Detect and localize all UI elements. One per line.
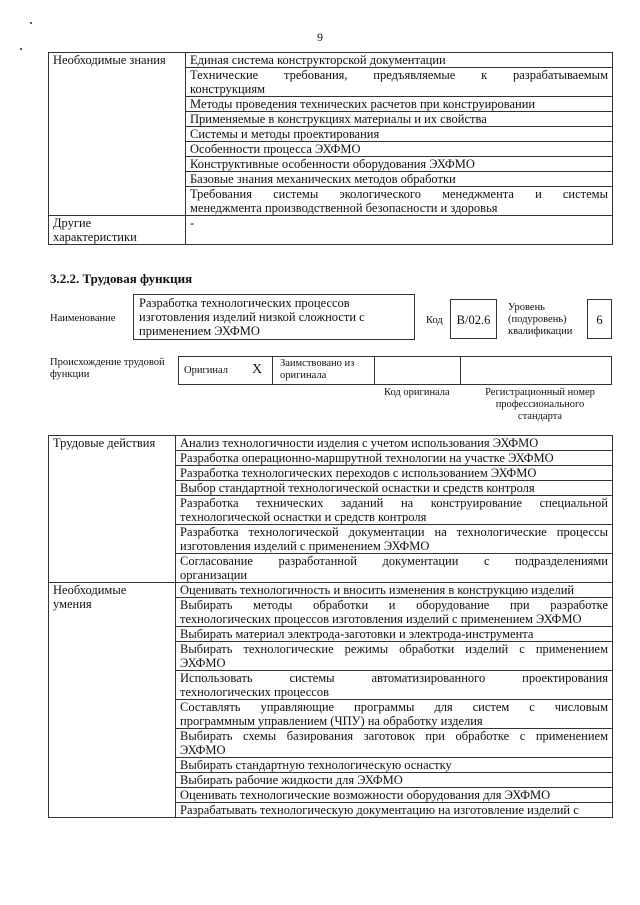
item-cell: [186, 142, 613, 157]
level-label-line: (подуровень): [508, 314, 567, 325]
item-cell: [186, 68, 613, 97]
item-line: Методы проведения технических расчетов при конструировании: [190, 97, 536, 111]
item-line: организации: [180, 568, 248, 582]
item-line: Выбирать материал электрода-заготовки и электрода-инструмента: [180, 627, 534, 641]
function-name-line: изготовления изделий низкой сложности с: [139, 310, 365, 324]
code-value: B/02.6: [456, 313, 491, 327]
function-name-line: применением ЭХФМО: [139, 324, 260, 338]
name-label: Наименование: [50, 313, 116, 324]
item-cell: [176, 803, 613, 818]
item-line: Применяемые в конструкциях материалы и их свойства: [190, 112, 487, 126]
item-line: Оценивать технологические возможности оборудования для ЭХФМО: [180, 788, 551, 802]
actions-table: [48, 435, 613, 818]
level-label: [508, 302, 572, 338]
item-cell: [176, 758, 613, 773]
item-cell: [176, 481, 613, 496]
row-header-cell: [49, 436, 176, 583]
row-header-cell: [49, 583, 176, 818]
origin-label: [50, 357, 165, 381]
item-line: Особенности процесса ЭХФМО: [190, 142, 361, 156]
scan-dot: [20, 48, 22, 50]
item-line: Анализ технологичности изделия с учетом использования ЭХФМО: [180, 436, 539, 450]
item-line: Разработка технологической документации на технологические процессы: [180, 525, 608, 539]
row-header-line: Необходимые знания: [53, 53, 166, 67]
origin-box: [178, 356, 612, 385]
item-line: технологических процессов изготовления изделий с применением ЭХФМО: [180, 612, 582, 626]
item-cell: [176, 788, 613, 803]
row-header-line: умения: [53, 597, 92, 611]
page-number: 9: [317, 30, 323, 44]
item-line: менеджмента производственной безопасности и здоровья: [190, 201, 498, 215]
item-cell: [186, 172, 613, 187]
item-line: Выбирать методы обработки и оборудование при разработке: [180, 598, 608, 612]
item-cell: [176, 642, 613, 671]
code-value-box: [450, 299, 497, 339]
item-cell: [176, 729, 613, 758]
item-line: ЭХФМО: [180, 743, 226, 757]
borrowed-label-line: Заимствовано из: [280, 358, 355, 369]
borrowed-label: [280, 358, 354, 382]
level-label-line: квалификации: [508, 326, 573, 337]
knowledge-table: [48, 52, 613, 245]
borrowed-label-line: оригинала: [280, 370, 327, 381]
item-line: Технические требования, предъявляемые к разрабатываемым: [190, 68, 608, 82]
original-mark: X: [252, 362, 263, 377]
origin-label-line: Происхождение трудовой: [50, 357, 165, 368]
item-line: Согласование разработанной документации с подразделениями: [180, 554, 608, 568]
item-cell: [186, 157, 613, 172]
item-line: Единая система конструкторской документации: [190, 53, 446, 67]
row-header-line: Другие: [53, 216, 92, 230]
code-label: Код: [426, 315, 443, 326]
item-line: Выбор стандартной технологической оснастки и средств контроля: [180, 481, 535, 495]
original-label: Оригинал: [184, 365, 228, 376]
origin-divider: [272, 356, 273, 385]
item-line: технологических процессов: [180, 685, 329, 699]
item-cell: [176, 466, 613, 481]
action-row: [49, 436, 613, 451]
item-line: Разрабатывать технологическую документацию на изготовление изделий с: [180, 803, 579, 817]
item-line: Выбирать рабочие жидкости для ЭХФМО: [180, 773, 403, 787]
item-line: Выбирать схемы базирования заготовок при обработке с применением: [180, 729, 608, 743]
item-line: Требования системы экологического менеджмента и системы: [190, 187, 608, 201]
item-line: Составлять управляющие программы для систем с числовым: [180, 700, 608, 714]
skill-row: [49, 583, 613, 598]
item-line: Системы и методы проектирования: [190, 127, 380, 141]
knowledge-row: [49, 53, 613, 68]
item-cell: [176, 525, 613, 554]
section-title: 3.2.2. Трудовая функция: [50, 271, 193, 286]
item-line: Использовать системы автоматизированного проектирования: [180, 671, 608, 685]
other-characteristics-row: [49, 216, 613, 245]
item-cell: [186, 112, 613, 127]
item-line: Разработка технических заданий на конструирование специальной: [180, 496, 608, 510]
item-cell: [176, 671, 613, 700]
item-cell: [186, 187, 613, 216]
scan-dot: [30, 22, 32, 24]
code-original-label: Код оригинала: [384, 387, 450, 398]
item-line: ЭХФМО: [180, 656, 226, 670]
item-cell: [176, 436, 613, 451]
item-line: изготовления изделий с применением ЭХФМО: [180, 539, 430, 553]
item-cell: [186, 97, 613, 112]
row-header-line: Трудовые действия: [53, 436, 156, 450]
item-cell: [176, 627, 613, 642]
item-cell: [176, 554, 613, 583]
level-value: 6: [596, 313, 603, 327]
item-line: Выбирать стандартную технологическую оснастку: [180, 758, 452, 772]
reg-number-line: профессионального: [495, 399, 585, 410]
item-line: Выбирать технологические режимы обработки изделий с применением: [180, 642, 608, 656]
item-line: технологической оснастки и средств контроля: [180, 510, 427, 524]
item-cell: [176, 598, 613, 627]
item-line: Конструктивные особенности оборудования ЭХФМО: [190, 157, 475, 171]
origin-label-line: функции: [50, 369, 90, 380]
row-header-cell: [49, 216, 186, 245]
reg-number-line: Регистрационный номер: [485, 387, 595, 398]
item-cell: [186, 127, 613, 142]
reg-number-line: стандарта: [517, 411, 563, 422]
item-line: Разработка операционно-маршрутной технологии на участке ЭХФМО: [180, 451, 554, 465]
item-cell: [176, 451, 613, 466]
function-name-box: [133, 294, 415, 340]
item-cell: [176, 583, 613, 598]
item-cell: [186, 53, 613, 68]
origin-divider: [374, 356, 375, 385]
row-header-line: Необходимые: [53, 583, 127, 597]
level-value-box: [587, 299, 612, 339]
item-cell: [176, 773, 613, 788]
item-line: Оценивать технологичность и вносить изменения в конструкцию изделий: [180, 583, 575, 597]
origin-divider: [460, 356, 461, 385]
function-name-line: Разработка технологических процессов: [139, 296, 350, 310]
other-value-cell: -: [186, 216, 613, 245]
item-line: Базовые знания механических методов обработки: [190, 172, 456, 186]
level-label-line: Уровень: [508, 302, 545, 313]
reg-number-label: [470, 387, 610, 423]
item-line: программным управлением (ЧПУ) на обработку изделия: [180, 714, 483, 728]
item-line: конструкциям: [190, 82, 265, 96]
item-cell: [176, 496, 613, 525]
item-line: Разработка технологических переходов с использованием ЭХФМО: [180, 466, 537, 480]
row-header-line: характеристики: [53, 230, 137, 244]
row-header-cell: [49, 53, 186, 216]
item-cell: [176, 700, 613, 729]
